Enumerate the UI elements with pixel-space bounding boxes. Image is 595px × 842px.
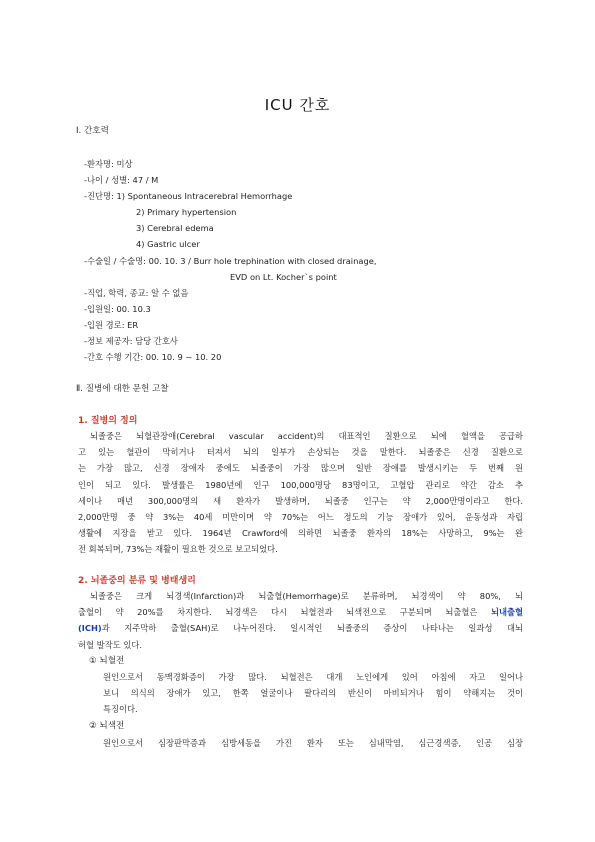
paragraph-line: 보니 의식의 장애가 있고, 한쪽 얼굴이나 팔다리의 반신이 마비되거나 힘이 약해지는 것이 — [103, 688, 523, 699]
paragraph-line: 2,000만명 중 약 3%는 40세 미만이며 약 70%는 어느 정도의 기능 장애가 있어, 운동성과 자립 — [78, 511, 523, 522]
paragraph-line — [78, 620, 523, 636]
info-row-care-period: -간호 수행 기간: 00. 10. 9 ~ 10. 20 — [84, 352, 222, 363]
info-row-admission-route: -입원 경로: ER — [84, 319, 139, 330]
highlight-term-ich-abbr: (ICH) — [78, 623, 102, 634]
subsection-1-heading: 1. 질병의 정의 — [78, 416, 138, 426]
item-2-heading: ② 뇌색전 — [89, 721, 125, 731]
info-row-age-sex: -나이 / 성별: 47 / M — [84, 175, 159, 186]
section-2-heading: Ⅱ. 질병에 대한 문헌 고찰 — [76, 384, 169, 394]
subsection-2-heading: 2. 뇌졸중의 분류 및 병태생리 — [78, 576, 196, 586]
info-row-surgery-cont: EVD on Lt. Kocher`s point — [230, 271, 337, 282]
section-1-heading: Ⅰ. 간호력 — [76, 126, 109, 136]
info-row-diagnosis: -진단명: 1) Spontaneous Intracerebral Hemorrhage — [84, 191, 293, 202]
item-2-paragraph — [103, 735, 523, 751]
highlight-term-ich: 뇌내출혈 — [490, 607, 523, 618]
info-row-informant: -정보 제공자: 담당 간호사 — [84, 336, 178, 347]
paragraph-line: 허혈 발작도 있다. — [78, 639, 143, 650]
paragraph-line: 생활에 지장을 받고 있다. 1964년 Crawford에 의하면 뇌졸중 환자의 18%는 사망하고, 9%는 완 — [78, 528, 523, 539]
paragraph-line: 고 있는 혈관이 막히거나 터져서 뇌의 일부가 손상되는 것을 말한다. 뇌졸중은 신경 질환으로 — [78, 447, 523, 458]
info-row-admission-date: -입원일: 00. 10.3 — [84, 303, 151, 314]
patient-info-list — [84, 156, 376, 365]
paragraph-line: 특징이다. — [103, 704, 138, 715]
paragraph-text: 출혈이 약 20%를 차지한다. 뇌경색은 다시 뇌혈전과 뇌색전으로 구분되며 뇌출혈은 — [78, 607, 491, 618]
paragraph-line: 뇌졸중은 뇌혈관장애(Cerebral vascular accident)의 대표적인 질환으로 뇌에 혈액을 공급하 — [90, 431, 523, 441]
paragraph-text: 과 지주막하 출혈(SAH)로 나누어진다. 일시적인 뇌졸중의 증상이 나타나는 일과성 대뇌 — [101, 623, 523, 634]
subsection-2-paragraph — [78, 588, 523, 653]
info-row-diagnosis-3: 3) Cerebral edema — [136, 223, 214, 234]
page-title: ICU 간호 — [264, 96, 331, 114]
paragraph-line: 뇌졸중은 크게 뇌경색(Infarction)과 뇌출혈(Hemorrhage)로 분류하며, 뇌경색이 약 80%, 뇌 — [90, 591, 523, 601]
paragraph-line: 세이나 매년 300,000명의 새 환자가 발생하며, 뇌졸중 인구는 약 2,000만명이라고 한다. — [78, 495, 523, 506]
paragraph-line: 인이 되고 있다. 발생률은 1980년에 인구 100,000명당 83명이고, 고혈압 관리로 약간 감소 추 — [78, 479, 523, 490]
item-1-heading: ① 뇌혈전 — [89, 656, 125, 666]
paragraph-line: 전 회복되며, 73%는 재활이 필요한 것으로 보고되었다. — [78, 544, 278, 555]
paragraph-line: 원인으로서 동맥경화증이 가장 많다. 뇌혈전은 대개 노인에게 있어 아침에 자고 일어나 — [103, 672, 523, 682]
subsection-1-paragraph — [78, 428, 523, 558]
info-row-name: -환자명: 미상 — [84, 159, 133, 169]
paragraph-line: 원인으로서 심장판막증과 심방세동을 가진 환자 또는 심내막염, 심근경색증, 인공 심장 — [103, 738, 523, 748]
info-row-diagnosis-2: 2) Primary hypertension — [136, 207, 237, 218]
paragraph-line — [78, 604, 523, 620]
info-row-diagnosis-4: 4) Gastric ulcer — [136, 239, 200, 250]
info-row-occupation: -직업, 학력, 종교: 알 수 없음 — [84, 287, 189, 298]
item-1-paragraph — [103, 669, 523, 718]
info-row-surgery: -수술일 / 수술명: 00. 10. 3 / Burr hole trephination with closed drainage, — [84, 255, 377, 266]
paragraph-line: 는 가장 많고, 신경 장애자 중에도 뇌졸중이 가장 많으며 일반 장애를 발생시키는 두 번째 원 — [78, 463, 523, 474]
